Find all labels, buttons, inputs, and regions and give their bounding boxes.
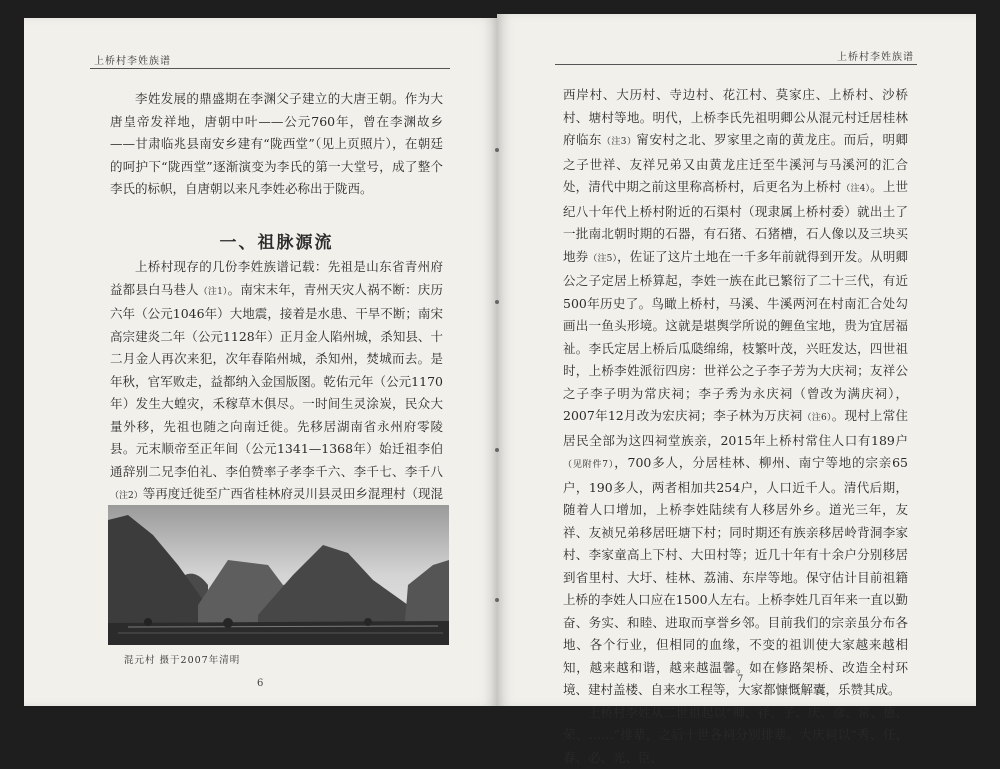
right-text-part4: ，佐证了这片土地在一千多年前就得到开发。从明卿公之子定居上桥算起，李姓一族在此已繁衍了二十三代，有近500年历史了。鸟瞰上桥村，马溪、牛溪两河在村南汇合处勾画出一鱼头形境。这就是堪舆学所说的鲤鱼宝地，贵为宜居福祉。李氏定居上桥后瓜瓞绵绵，枝繁叶茂，兴旺发达，四世祖时，上桥李姓派衍四房：世祥公之子李子芳为大庆祠；友祥公之子李子明为常庆祠；李子秀为永庆祠（曾改为满庆祠），2007年12月改为宏庆祠；李子林为万庆祠 bbox=[563, 249, 908, 424]
binding-stitch bbox=[495, 598, 499, 602]
running-header-right: 上桥村李姓族谱 bbox=[837, 48, 914, 63]
footnote-7: （见附件7） bbox=[563, 460, 614, 470]
right-text-part5: 。现村上常住居民全部为这四祠堂族亲，2015年上桥村常住人口有189户 bbox=[563, 408, 908, 448]
footnote-3: （注3） bbox=[602, 137, 637, 147]
left-page bbox=[24, 18, 497, 706]
header-rule-right bbox=[555, 64, 917, 65]
right-body-text bbox=[563, 84, 908, 769]
right-text-part3: 。上世纪八十年代上桥村附近的石渠村（现隶属上桥村委）就出土了一批南北朝时期的石器，有石猪、石猪槽，石人像以及三块买地券 bbox=[563, 179, 908, 264]
section-title: 一、祖脉源流 bbox=[110, 228, 443, 253]
running-header-left: 上桥村李姓族谱 bbox=[94, 52, 171, 67]
page-number-left: 6 bbox=[257, 678, 263, 689]
footnote-6: （注6） bbox=[803, 413, 832, 423]
photo-caption: 混元村 摄于2007年清明 bbox=[124, 652, 240, 666]
intro-text bbox=[110, 88, 443, 201]
landscape-image bbox=[108, 505, 449, 645]
right-text-part6: ，700多人，分居桂林、柳州、南宁等地的宗亲65户，190多人，两者相加共254户，人口近千人。清代后期，随着人口增加，上桥李姓陆续有人移居外乡。道光三年，友祥、友祯兄弟移居旺塘下村；同时期还有族亲移居岭背洞李家村、李家童高上下村、大田村等；近几十年有十余户分别移居到省里村、大圩、桂林、荔浦、东岸等地。保守估计目前祖籍上桥的李姓人口应在1500人左右。上桥李姓几百年来一直以勤奋、务实、和睦、进取而享誉乡邻。目前我们的宗亲虽分布各地、各个行业，但相同的血缘，不变的祖训使大家越来越相知，越来越和谐，越来越温馨。如在修路架桥、改造全村环境、建村盖楼、自来水工程等，大家都慷慨解囊，乐赞其成。 bbox=[563, 455, 908, 697]
right-paragraph-2: 上桥村李姓从二世祖起以“卿、祥、子、庆、彦、常、德、荣、……”排辈，之后十世各祠分别排辈。大庆祠以“秀、任、春、必、光、臣、 bbox=[563, 702, 908, 769]
footnote-4: （注4） bbox=[841, 184, 870, 194]
right-paragraph-1 bbox=[563, 84, 908, 702]
village-landscape-photo bbox=[108, 505, 449, 645]
footnote-1: （注1） bbox=[199, 287, 228, 297]
page-number-right: 7 bbox=[737, 674, 743, 685]
right-text-part1: 西岸村、大历村、寺边村、花江村、莫家庄、上桥村、沙桥村、塘村等地。明代，上桥李氏先祖明卿公从混元村迁居桂林府临东 bbox=[563, 87, 908, 147]
lineage-text-part3: 等再度迁徙至广西省桂林府灵川县灵田乡混理村（现混 bbox=[110, 486, 443, 548]
footnote-2: （注2） bbox=[110, 491, 143, 501]
binding-stitch bbox=[495, 448, 499, 452]
footnote-5: （注5） bbox=[588, 254, 617, 264]
intro-paragraph: 李姓发展的鼎盛期在李渊父子建立的大唐王朝。作为大唐皇帝发祥地，唐朝中叶——公元760年，曾在李渊故乡——甘肃临兆县南安乡建有“陇西堂”（见上页照片），在朝廷的呵护下“陇西堂”逐渐演变为李氏的第一大堂号，成了整个李氏的标帜，自唐朝以来凡李姓必称出于陇西。 bbox=[110, 88, 443, 201]
lineage-text-part1: 上桥村现存的几份李姓族谱记载：先祖是山东省青州府益都县白马巷人 bbox=[110, 259, 443, 297]
right-text-part2: 甯安村之北、罗家里之南的黄龙庄。而后，明卿之子世祥、友祥兄弟又由黄龙庄迁至牛溪河与马溪河的汇合处，清代中期之前这里称高桥村，后更名为上桥村 bbox=[563, 132, 908, 194]
binding-stitch bbox=[495, 148, 499, 152]
right-page bbox=[497, 14, 976, 706]
lineage-text-part2: 。南宋末年，青州天灾人祸不断：庆历六年（公元1046年）大地震，接着是水患、干旱不断；南宋高宗建炎二年（公元1128年）正月金人陷州城，杀知县、十二月金人再次来犯，次年春陷州城，杀知州，焚城而去。是年秋，官军败走，益都纳入金国版图。乾佑元年（公元1170年）发生大蝗灾，禾稼草木俱尽。一时间生灵涂炭，民众大量外移，先祖也随之向南迁徙。先移居湖南省永州府零陵县。元末顺帝至正年间（公元1341—1368年）始迁祖李伯通辞别二兄李伯礼、李伯赞率子孝李千六、李千七、李千八 bbox=[110, 282, 443, 479]
header-rule-left bbox=[90, 68, 450, 69]
binding-stitch bbox=[495, 300, 499, 304]
